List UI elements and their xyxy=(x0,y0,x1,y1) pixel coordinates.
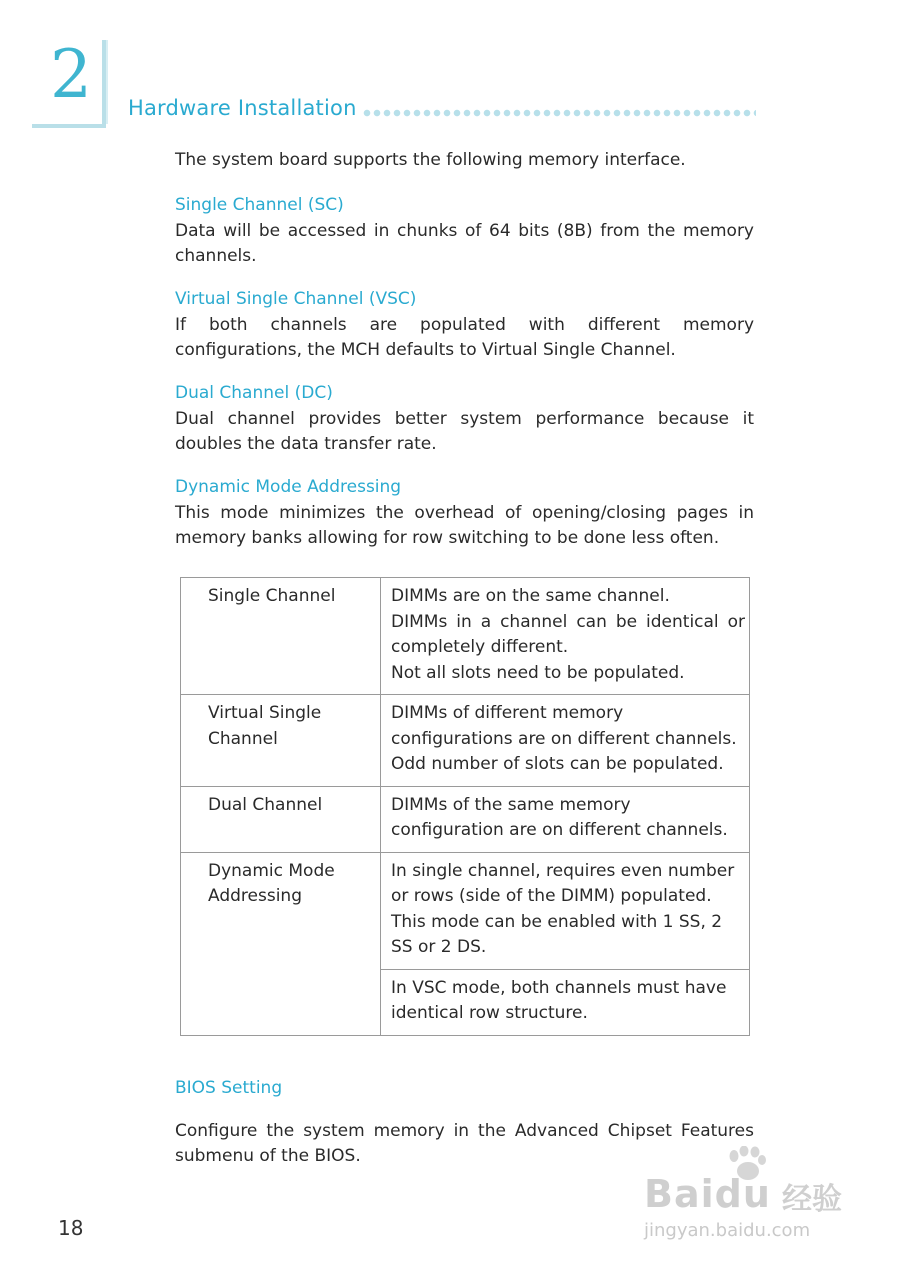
watermark-logo: Baidu xyxy=(644,1172,771,1216)
table-cell-line: DIMMs of different memory configurations are on different channels. xyxy=(391,703,737,749)
table-row-description xyxy=(381,969,750,1035)
table-cell-line: DIMMs in a channel can be identical or completely different. xyxy=(391,611,745,657)
table-row-description xyxy=(381,786,750,852)
section-single-channel xyxy=(175,193,754,269)
table-row xyxy=(181,786,750,852)
main-content xyxy=(175,148,754,569)
table-row-description xyxy=(381,852,750,969)
table-cell-line: DIMMs are on the same channel. xyxy=(391,586,670,606)
table-cell-line: Not all slots need to be populated. xyxy=(391,662,685,683)
section-heading: Single Channel (SC) xyxy=(175,195,344,215)
section-body: If both channels are populated with different memory configurations, the MCH defaults to Virtual Single Channel. xyxy=(175,315,754,360)
section-heading: Virtual Single Channel (VSC) xyxy=(175,289,417,309)
table-row-label: Dual Channel xyxy=(181,786,381,852)
section-heading: Dynamic Mode Addressing xyxy=(175,477,402,497)
section-body: Dual channel provides better system performance because it doubles the data transfer rate. xyxy=(175,409,754,454)
table-cell-line: In VSC mode, both channels must have identical row structure. xyxy=(391,977,727,1023)
chapter-title: Hardware Installation xyxy=(128,96,357,120)
table-row-label: Single Channel xyxy=(181,578,381,695)
table-row-label: Virtual Single Channel xyxy=(181,695,381,787)
table-row xyxy=(181,578,750,695)
table-row-description xyxy=(381,695,750,787)
section-heading: Dual Channel (DC) xyxy=(175,383,333,403)
watermark-url: jingyan.baidu.com xyxy=(644,1220,811,1241)
table-row-description xyxy=(381,578,750,695)
intro-text: The system board supports the following memory interface. xyxy=(175,150,686,170)
table-row xyxy=(181,852,750,969)
section-body: Data will be accessed in chunks of 64 bits (8B) from the memory channels. xyxy=(175,221,754,266)
memory-mode-table xyxy=(180,577,750,1036)
title-dot-leader xyxy=(362,108,756,118)
section-virtual-single-channel xyxy=(175,287,754,363)
section-body: This mode minimizes the overhead of opening/closing pages in memory banks allowing for row switching to be done less often. xyxy=(175,503,754,548)
watermark-chinese: 经验 xyxy=(782,1182,842,1217)
table-cell-line: In single channel, requires even number or rows (side of the DIMM) populated. This mode can be enabled with 1 SS, 2 SS or 2 DS. xyxy=(391,860,735,957)
table-row xyxy=(181,695,750,787)
page-number: 18 xyxy=(58,1216,84,1240)
baidu-watermark xyxy=(640,1150,860,1250)
table-cell-line: Odd number of slots can be populated. xyxy=(391,754,724,774)
table-row-label: Dynamic Mode Addressing xyxy=(181,852,381,1035)
bios-body: Configure the system memory in the Advanced Chipset Features submenu of the BIOS. xyxy=(175,1121,754,1166)
bios-heading: BIOS Setting xyxy=(175,1078,283,1098)
table-cell-line: DIMMs of the same memory configuration are on different channels. xyxy=(391,794,728,840)
section-dynamic-mode-addressing xyxy=(175,475,754,551)
section-dual-channel xyxy=(175,381,754,457)
chapter-number: 2 xyxy=(50,36,92,113)
